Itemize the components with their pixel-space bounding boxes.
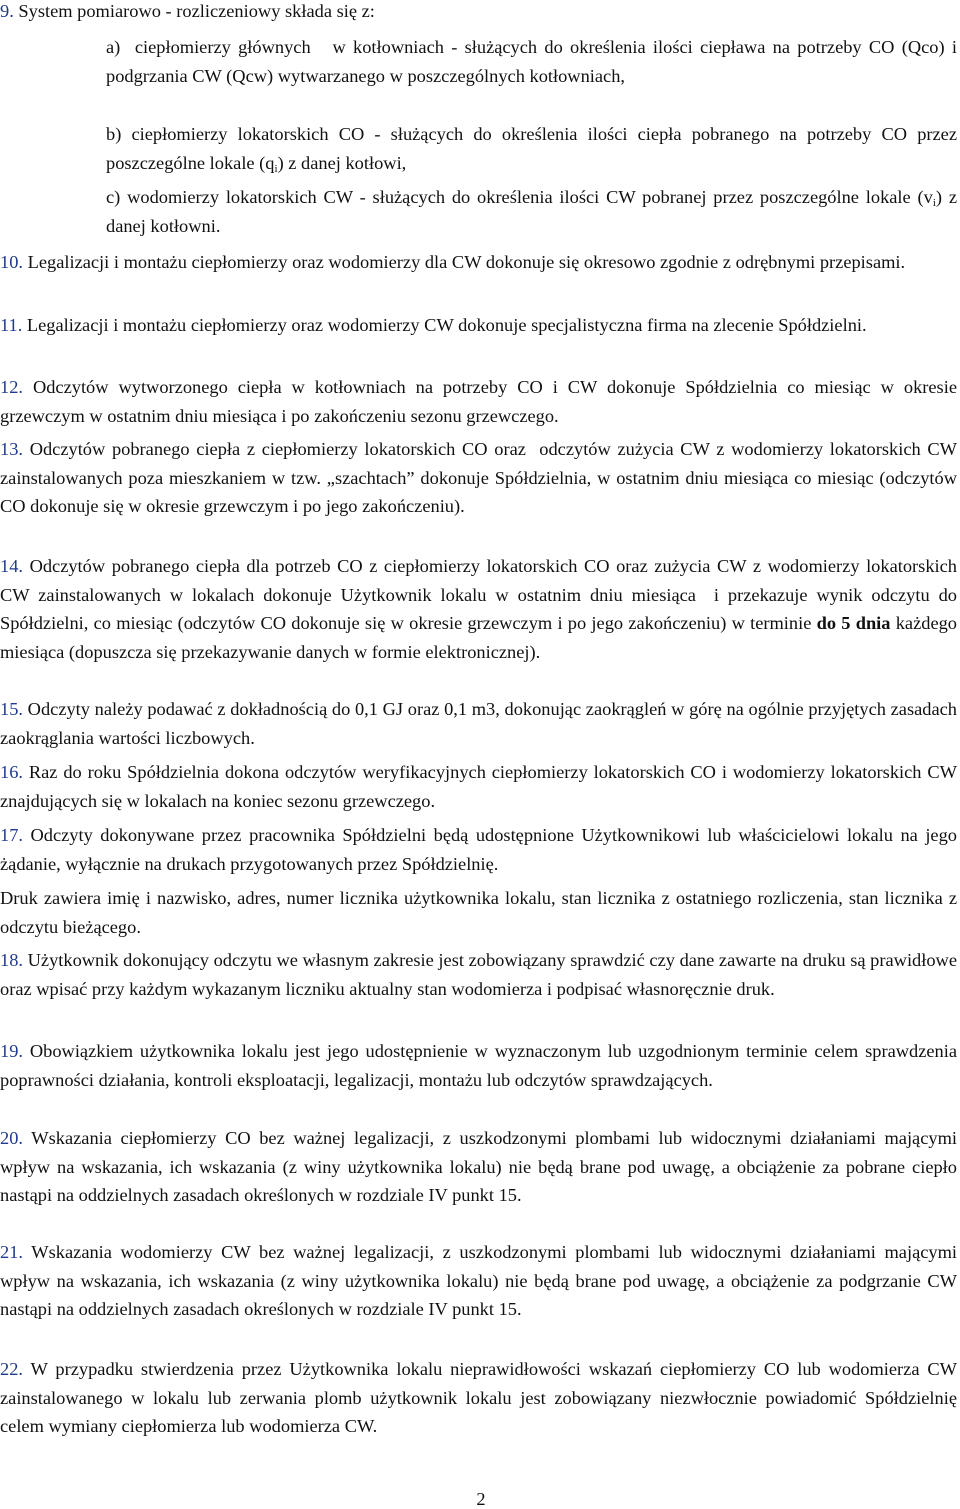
paragraph-18	[0, 946, 957, 1003]
section-heading-text: System pomiarowo - rozliczeniowy składa się z:	[18, 1, 375, 21]
list-item-b	[106, 120, 957, 177]
paragraph-number: 19.	[0, 1041, 23, 1061]
paragraph-text: Użytkownik dokonujący odczytu we własnym zakresie jest zobowiązany sprawdzić czy dane zawarte na druku są prawidłowe oraz wpisać przy każdym wykazanym liczniku aktualny stan wodomierza i podpisać własnoręcznie druk.	[0, 950, 957, 999]
list-item-c-subscript: i	[932, 197, 936, 209]
paragraph-number: 15.	[0, 699, 23, 719]
paragraph-14	[0, 552, 957, 666]
section-9-heading	[0, 0, 957, 26]
paragraph-text: Odczytów wytworzonego ciepła w kotłowniach na potrzeby CO i CW dokonuje Spółdzielnia co miesiąc w okresie grzewczym w ostatnim dniu miesiąca i po zakończeniu sezonu grzewczego.	[0, 377, 957, 426]
paragraph-text: Raz do roku Spółdzielnia dokona odczytów weryfikacyjnych ciepłomierzy lokatorskich CO i wodomierzy lokatorskich CW znajdujących się w lokalach na koniec sezonu grzewczego.	[0, 762, 957, 811]
paragraph-text: Odczytów pobranego ciepła z ciepłomierzy lokatorskich CO oraz odczytów zużycia CW z wodomierzy lokatorskich CW zainstalowanych poza mieszkaniem w tzw. „szachtach” dokonuje Spółdzielnia, w ostatnim dniu miesiąca co miesiąc (odczytów CO dokonuje się w okresie grzewczym i po jego zakończeniu).	[0, 439, 957, 516]
page-number: 2	[476, 1489, 486, 1509]
paragraph-22	[0, 1355, 957, 1441]
list-item-c	[106, 183, 957, 240]
paragraph-number: 14.	[0, 556, 23, 576]
list-item-a: a) ciepłomierzy głównych w kotłowniach - służących do określenia ilości ciepława na potrzeby CO (Qco) i podgrzania CW (Qcw) wytwarzanego w poszczególnych kotłowniach,	[106, 37, 957, 86]
paragraph-number: 20.	[0, 1128, 23, 1148]
paragraph-17-continuation	[0, 884, 957, 941]
paragraph-16	[0, 758, 957, 815]
paragraph-text: W przypadku stwierdzenia przez Użytkownika lokalu nieprawidłowości wskazań ciepłomierzy CO lub wodomierza CW zainstalowanego w lokalu lub zerwania plomb użytkownik lokalu jest zobowiązany niezwłocznie powiadomić Spółdzielnię celem wymiany ciepłomierza lub wodomierza CW.	[0, 1359, 957, 1436]
paragraph-text: Wskazania wodomierzy CW bez ważnej legalizacji, z uszkodzonymi plombami lub widocznymi działaniami mającymi wpływ na wskazania, ich wskazania (z winy użytkownika lokalu) nie będą brane pod uwagę, a obciążenie za podgrzanie CW nastąpi na oddzielnych zasadach określonych w rozdziale IV punkt 15.	[0, 1242, 957, 1319]
paragraph-text: Druk zawiera imię i nazwisko, adres, numer licznika użytkownika lokalu, stan licznika z ostatniego rozliczenia, stan licznika z odczytu bieżącego.	[0, 888, 957, 937]
paragraph-number: 18.	[0, 950, 23, 970]
paragraph-text: Wskazania ciepłomierzy CO bez ważnej legalizacji, z uszkodzonymi plombami lub widocznymi działaniami mającymi wpływ na wskazania, ich wskazania (z winy użytkownika lokalu) nie będą brane pod uwagę, a obciążenie za pobrane ciepło nastąpi na oddzielnych zasadach określonych w rozdziale IV punkt 15.	[0, 1128, 957, 1205]
paragraph-10	[0, 248, 957, 277]
paragraph-11	[0, 311, 957, 340]
list-item-b-text: b) ciepłomierzy lokatorskich CO - służących do określenia ilości ciepła pobranego na potrzeby CO przez poszczególne lokale (q	[106, 124, 957, 173]
section-number: 9.	[0, 1, 14, 21]
paragraph-number: 13.	[0, 439, 23, 459]
paragraph-text: Obowiązkiem użytkownika lokalu jest jego udostępnienie w wyznaczonym lub uzgodnionym terminie celem sprawdzenia poprawności działania, kontroli eksploatacji, legalizacji, montażu lub odczytów sprawdzających.	[0, 1041, 957, 1090]
paragraph-text: Odczytów pobranego ciepła dla potrzeb CO z ciepłomierzy lokatorskich CO oraz zużycia CW z wodomierzy lokatorskich CW zainstalowanych w lokalach dokonuje Użytkownik lokalu w ostatnim dniu miesiąca i przekazuje wynik odczytu do Spółdzielni, co miesiąc (odczytów CO dokonuje się w okresie grzewczym i po jego zakończeniu) w terminie	[0, 556, 957, 633]
paragraph-number: 22.	[0, 1359, 23, 1379]
paragraph-12	[0, 373, 957, 430]
paragraph-text: Odczyty należy podawać z dokładnością do 0,1 GJ oraz 0,1 m3, dokonując zaokrągleń w górę na ogólnie przyjętych zasadach zaokrąglania wartości liczbowych.	[0, 699, 957, 748]
paragraph-text: Legalizacji i montażu ciepłomierzy oraz wodomierzy dla CW dokonuje się okresowo zgodnie z odrębnymi przepisami.	[23, 252, 906, 272]
paragraph-number: 10.	[0, 252, 23, 272]
paragraph-text-tail: każdego miesiąca (dopuszcza się przekazywanie danych w formie elektronicznej).	[0, 613, 957, 662]
list-item-c-text: c) wodomierzy lokatorskich CW - służących do określenia ilości CW pobranej przez poszczególne lokale (v	[106, 187, 933, 207]
paragraph-15	[0, 695, 957, 752]
list-item-b-subscript: i	[274, 162, 278, 175]
paragraph-number: 17.	[0, 825, 23, 845]
paragraph-20	[0, 1124, 957, 1210]
paragraph-19	[0, 1037, 957, 1094]
paragraph-number: 21.	[0, 1242, 23, 1262]
paragraph-text: Odczyty dokonywane przez pracownika Spółdzielni będą udostępnione Użytkownikowi lub właścicielowi lokalu na jego żądanie, wyłącznie na drukach przygotowanych przez Spółdzielnię.	[0, 825, 957, 874]
paragraph-number: 11.	[0, 315, 23, 335]
list-item-b-tail: ) z danej kotłowi,	[277, 152, 407, 173]
paragraph-13	[0, 435, 957, 521]
deadline-bold-text: do 5 dnia	[816, 613, 891, 633]
list-item-c-tail: ) z danej kotłowni.	[106, 187, 957, 236]
paragraph-17	[0, 821, 957, 878]
paragraph-21	[0, 1238, 957, 1324]
paragraph-number: 16.	[0, 762, 23, 782]
paragraph-number: 12.	[0, 377, 23, 397]
paragraph-text: Legalizacji i montażu ciepłomierzy oraz wodomierzy CW dokonuje specjalistyczna firma na zlecenie Spółdzielni.	[22, 315, 867, 335]
